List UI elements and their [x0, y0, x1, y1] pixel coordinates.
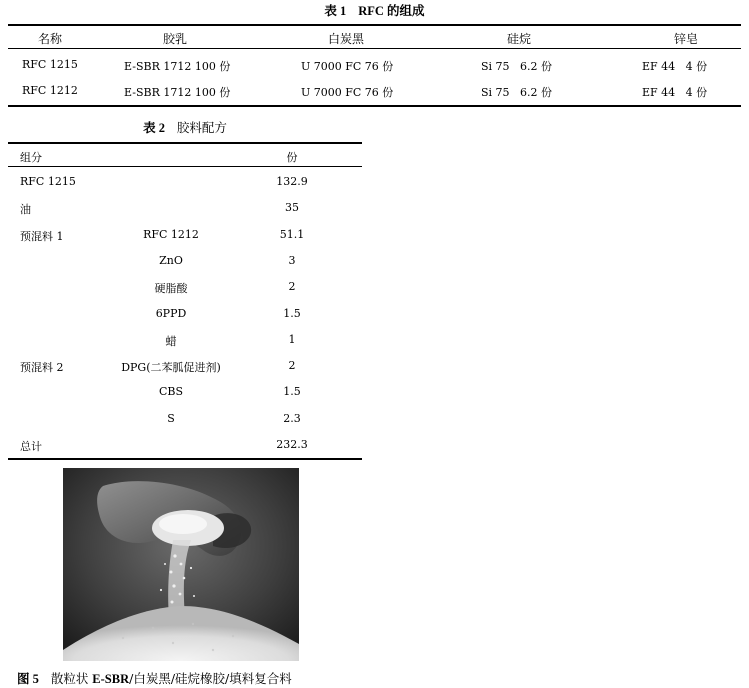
table1-caption-title: RFC 的组成 — [358, 4, 425, 18]
photo-illustration — [63, 468, 299, 661]
table2-item-cell: 6PPD — [155, 307, 187, 320]
table2-value-cell: 51.1 — [279, 228, 305, 241]
table2-group-cell: 总计 — [20, 440, 42, 453]
table2-value-cell: 1 — [288, 333, 296, 346]
table1-caption-label: 表 1 — [324, 4, 347, 18]
table1-header-rule — [8, 48, 741, 49]
table2-item-cell: RFC 1212 — [143, 228, 199, 241]
table1-header-latex: 胶乳 — [162, 32, 188, 46]
table1-cell: U 7000 FC 76 份 — [301, 86, 394, 99]
table1-cell: E-SBR 1712 100 份 — [124, 60, 231, 73]
table2-item-cell: ZnO — [159, 254, 183, 267]
table1-caption — [0, 1, 749, 19]
table1-bottom-rule — [8, 105, 741, 107]
figure5-caption-label: 图 5 — [17, 672, 39, 686]
granular-compound-photo — [63, 468, 299, 661]
table2-top-rule — [8, 142, 362, 144]
table2-item-cell: DPG(二苯胍促进剂) — [121, 361, 221, 374]
table2-group-cell: 预混料 1 — [20, 230, 64, 243]
table1-header-silica: 白炭黑 — [327, 32, 365, 46]
table2-group-cell: 油 — [20, 203, 31, 216]
table2-value-cell: 2.3 — [283, 412, 301, 425]
table2-bottom-rule — [8, 458, 362, 460]
table1-top-rule — [8, 24, 741, 26]
table2-value-cell: 3 — [288, 254, 296, 267]
table2-item-cell: 硬脂酸 — [154, 282, 188, 295]
table1-header-silane: 硅烷 — [506, 32, 532, 46]
table2-item-cell: 蜡 — [165, 335, 177, 348]
table2-value-cell: 35 — [285, 201, 299, 214]
table2-value-cell: 1.5 — [283, 385, 301, 398]
table1-cell: RFC 1215 — [22, 58, 78, 71]
table2-value-cell: 2 — [288, 359, 296, 372]
table2-group-cell: RFC 1215 — [20, 175, 76, 188]
table2-header-parts: 份 — [286, 151, 298, 164]
figure5-caption-bold: E-SBR — [92, 672, 130, 686]
table2-caption — [8, 118, 362, 136]
table1-cell: Si 75 6.2 份 — [481, 60, 553, 73]
table1-cell: EF 44 4 份 — [642, 60, 708, 73]
table2-header-component: 组分 — [20, 151, 42, 164]
figure5-caption-rest: /白炭黑/硅烷橡胶/填料复合料 — [129, 671, 292, 686]
table1-cell: EF 44 4 份 — [642, 86, 708, 99]
table2-value-cell: 232.3 — [276, 438, 308, 451]
table2-item-cell: CBS — [158, 385, 184, 398]
table2-caption-label: 表 2 — [143, 121, 165, 135]
table1-header-name: 名称 — [37, 32, 63, 46]
table2-value-cell: 2 — [288, 280, 296, 293]
table2-caption-title: 胶料配方 — [176, 120, 227, 135]
figure5-caption — [17, 669, 292, 687]
figure5-caption-prefix: 散粒状 — [50, 671, 93, 686]
table2-group-cell: 预混料 2 — [20, 361, 64, 374]
table1-cell: E-SBR 1712 100 份 — [124, 86, 231, 99]
table1-cell: Si 75 6.2 份 — [481, 86, 553, 99]
table2-value-cell: 132.9 — [276, 175, 308, 188]
table1-header-zinc-soap: 锌皂 — [673, 32, 699, 46]
table1-cell: RFC 1212 — [22, 84, 78, 97]
table2-header-rule — [8, 166, 362, 167]
table2-item-cell: S — [167, 412, 175, 425]
table2-value-cell: 1.5 — [283, 307, 301, 320]
table1-cell: U 7000 FC 76 份 — [301, 60, 394, 73]
